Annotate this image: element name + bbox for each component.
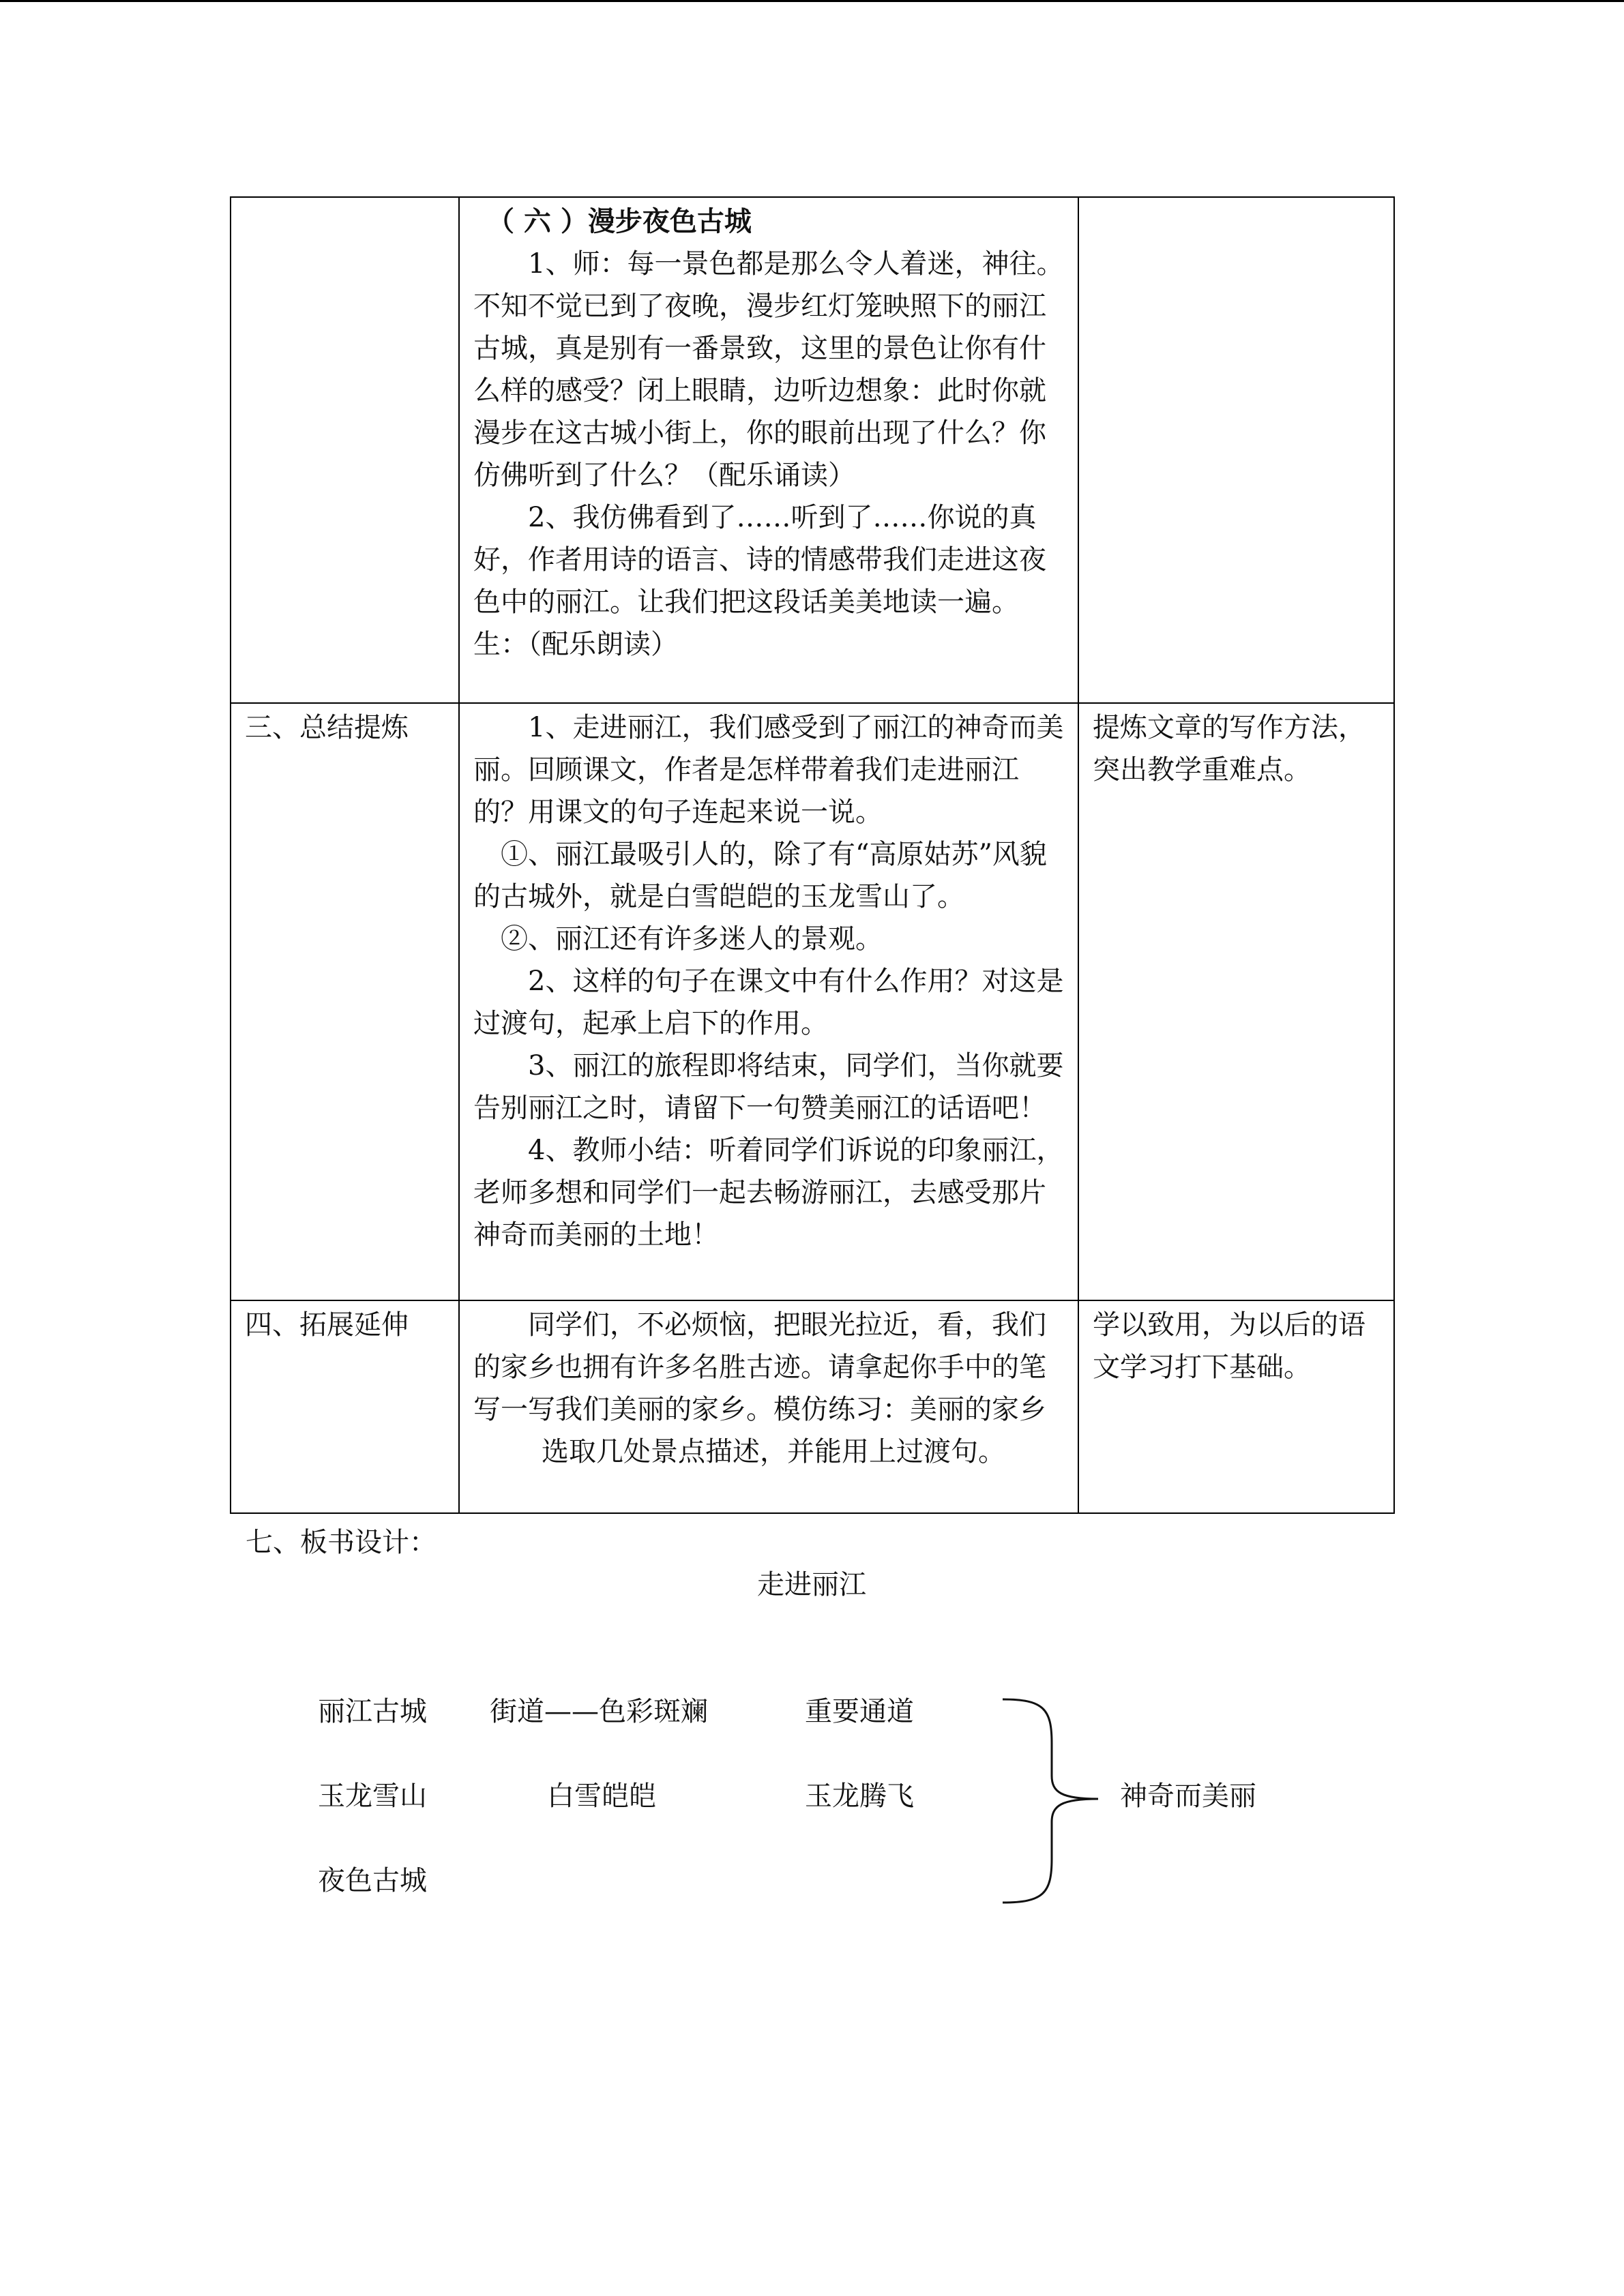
- intent-text: 学以致用，为以后的语文学习打下基础。: [1093, 1309, 1365, 1383]
- board-title: 走进丽江: [757, 1569, 866, 1600]
- board-item: 玉龙腾飞: [805, 1780, 914, 1812]
- intent-cell: [1078, 1300, 1394, 1513]
- stage-label: 三、总结提炼: [245, 712, 409, 743]
- paragraph: 4、教师小结：听着同学们诉说的印象丽江，老师多想和同学们一起去畅游丽江，去感受那片神奇而美丽的土地！: [473, 1135, 1064, 1251]
- board-item: 白雪皑皑: [547, 1780, 656, 1812]
- board-design-label: 七、板书设计：: [246, 1527, 437, 1558]
- intent-text: 提炼文章的写作方法，突出教学重难点。: [1093, 712, 1365, 786]
- content-cell: [459, 1300, 1078, 1513]
- board-item: 玉龙雪山: [318, 1780, 427, 1812]
- content-cell: [459, 703, 1078, 1300]
- paragraph: 1、师：每一景色都是那么令人着迷，神往。不知不觉已到了夜晚，漫步红灯笼映照下的丽江古城，真是别有一番景致，这里的景色让你有什么样的感受？闭上眼睛，边听边想象：此时你就漫步在这古城小街上，你的眼前出现了什么？你仿佛听到了什么？（配乐诵读）: [473, 248, 1064, 491]
- table-row: [231, 703, 1394, 1300]
- paragraph: ①、丽江最吸引人的，除了有“高原姑苏”风貌的古城外，就是白雪皑皑的玉龙雪山了。: [473, 839, 1047, 912]
- intent-cell: [1078, 703, 1394, 1300]
- exercise-text: 同学们，不必烦恼，把眼光拉近，看，我们的家乡也拥有许多名胜古迹。请拿起你手中的笔写一写我们美丽的家乡。模仿练习：美丽的家乡: [473, 1309, 1046, 1425]
- table-row: [231, 1300, 1394, 1513]
- paragraph: 2、这样的句子在课文中有什么作用？对这是过渡句，起承上启下的作用。: [473, 966, 1064, 1039]
- paragraph: [473, 1304, 1064, 1473]
- right-brace-icon: [996, 1695, 1105, 1907]
- stage-cell: [231, 1300, 459, 1513]
- lesson-plan-table: [230, 196, 1395, 1514]
- exercise-text-continued: 选取几处景点描述，并能用上过渡句。: [542, 1436, 1005, 1467]
- board-item: 丽江古城: [318, 1696, 427, 1727]
- paragraph: 1、走进丽江，我们感受到了丽江的神奇而美丽。回顾课文，作者是怎样带着我们走进丽江的？用课文的句子连起来说一说。: [473, 712, 1064, 828]
- board-summary: 神奇而美丽: [1120, 1780, 1256, 1812]
- table-row: [231, 197, 1394, 703]
- board-item: 夜色古城: [318, 1865, 427, 1896]
- intent-cell: [1078, 197, 1394, 703]
- stage-cell: [231, 197, 459, 703]
- paragraph: 2、我仿佛看到了……听到了……你说的真好，作者用诗的语言、诗的情感带我们走进这夜色中的丽江。让我们把这段话美美地读一遍。生：（配乐朗读）: [473, 502, 1046, 660]
- stage-cell: [231, 703, 459, 1300]
- board-item: 重要通道: [805, 1696, 914, 1727]
- board-item: 街道——色彩斑斓: [490, 1696, 708, 1727]
- paragraph: ②、丽江还有许多迷人的景观。: [501, 923, 883, 955]
- content-cell: [459, 197, 1078, 703]
- section-heading: （ 六 ）漫步夜色古城: [487, 205, 752, 237]
- stage-label: 四、拓展延伸: [245, 1309, 409, 1341]
- paragraph: 3、丽江的旅程即将结束，同学们，当你就要告别丽江之时，请留下一句赞美丽江的话语吧！: [473, 1050, 1064, 1124]
